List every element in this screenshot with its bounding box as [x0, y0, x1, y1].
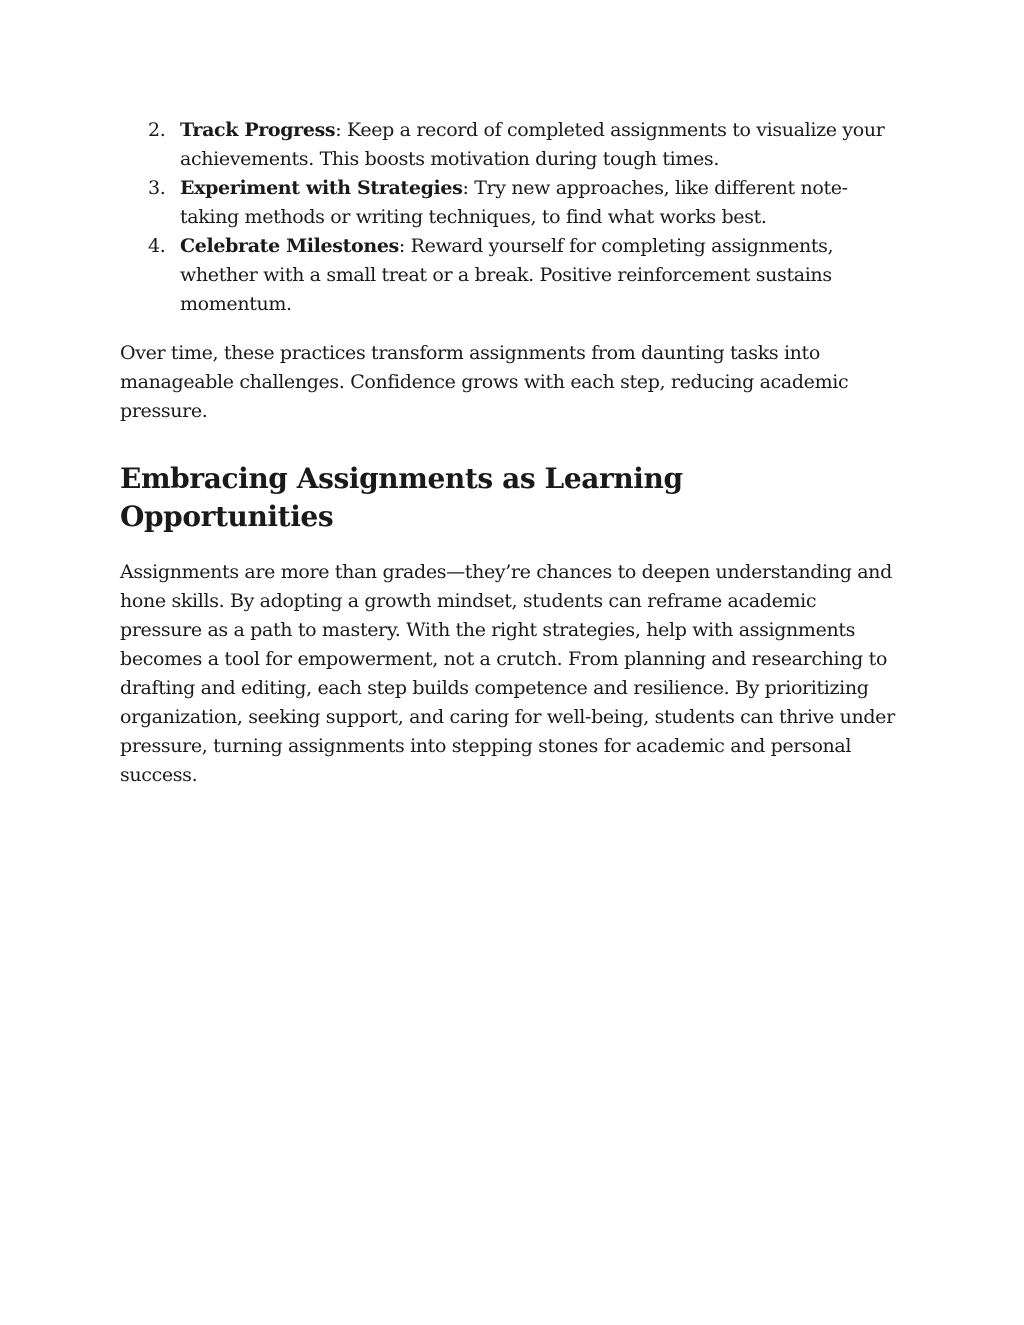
section-paragraph: Assignments are more than grades—they’re chances to deepen understanding and hone skills. By adopting a growth mindset, students can reframe academic pressure as a path to mastery. With the right strategies, help with assignments becomes a tool for empowerment, not a crutch. From planning and researching to drafting and editing, each step builds competence and resilience. By prioritizing organization, seeking support, and caring for well-being, students can thrive under pressure, turning assignments into stepping stones for academic and personal success.: [120, 561, 895, 786]
section-heading: Embracing Assignments as Learning Opportunities: [120, 462, 683, 533]
numbered-list: [120, 116, 895, 319]
summary-paragraph: Over time, these practices transform assignments from daunting tasks into manageable challenges. Confidence grows with each step, reducing academic pressure.: [120, 342, 849, 422]
list-item-number: 3.: [148, 177, 166, 199]
list-item-number: 2.: [148, 119, 166, 141]
list-item-text: : Try new approaches, like different note-taking methods or writing techniques, to find what works best.: [180, 177, 848, 228]
list-item-experiment-with-strategies: [120, 174, 895, 232]
document-page: [120, 116, 895, 790]
list-item-text: : Reward yourself for completing assignments, whether with a small treat or a break. Positive reinforcement sustains momentum.: [180, 235, 834, 315]
list-item-number: 4.: [148, 235, 166, 257]
list-item-track-progress: [120, 116, 895, 174]
list-item-title: Track Progress: [180, 119, 336, 141]
list-item-title: Celebrate Milestones: [180, 235, 399, 257]
list-item-celebrate-milestones: [120, 232, 895, 319]
list-item-text: : Keep a record of completed assignments to visualize your achievements. This boosts motivation during tough times.: [180, 119, 885, 170]
list-item-title: Experiment with Strategies: [180, 177, 463, 199]
